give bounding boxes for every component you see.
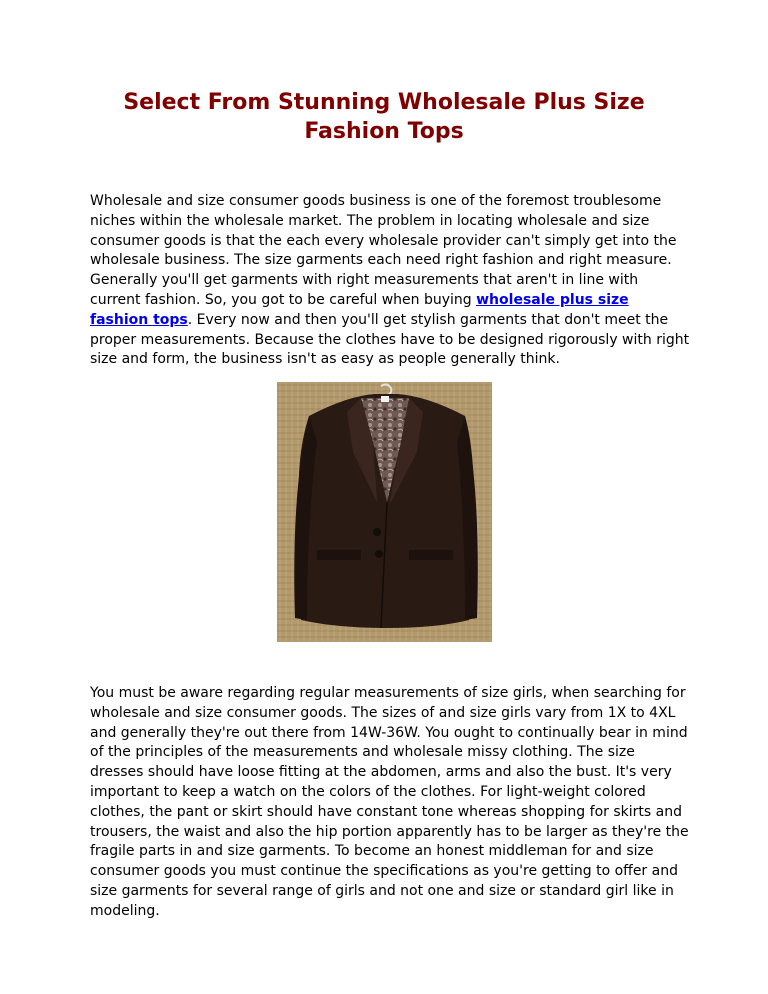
jacket-button (375, 550, 383, 558)
intro-text-before-link: Wholesale and size consumer goods business is one of the foremost troublesome niches within the wholesale market. The problem in locating wholesale and size consumer goods is that the each every wholesale provider can't simply get into the wholesale business. The size garments each need right fashion and right measure. Generally you'll get garments with right measurements that aren't in line with current fashion. So, you got to be careful when buying (90, 193, 677, 308)
intro-text-after-link: . Every now and then you'll get stylish garments that don't meet the proper measurements. Because the clothes have to be designed rigorously with right size and form, the business isn't as easy as people generally think. (90, 311, 690, 368)
blazer-illustration (277, 382, 492, 642)
blazer-photo (277, 382, 492, 642)
page-title: Select From Stunning Wholesale Plus Size Fashion Tops (123, 90, 645, 144)
intro-paragraph (90, 192, 690, 370)
jacket-button (373, 528, 381, 536)
measurements-paragraph: You must be aware regarding regular measurements of size girls, when searching for wholesale and size consumer goods. The sizes of and size girls vary from 1X to 4XL and generally they're out there from 14W-36W. You ought to continually bear in mind of the principles of the measurements and wholesale missy clothing. The size dresses should have loose fitting at the abdomen, arms and also the bust. It's very important to keep a watch on the colors of the clothes. For light-weight colored clothes, the pant or skirt should have constant tone whereas shopping for skirts and trousers, the waist and also the hip portion apparently has to be larger as they're the fragile parts in and size garments. To become an honest middleman for and size consumer goods you must continue the specifications as you're getting to offer and size garments for several range of girls and not one and size or standard girl like in modeling. (90, 685, 689, 919)
wholesale-plus-size-link[interactable]: wholesale plus size fashion tops (90, 291, 629, 328)
